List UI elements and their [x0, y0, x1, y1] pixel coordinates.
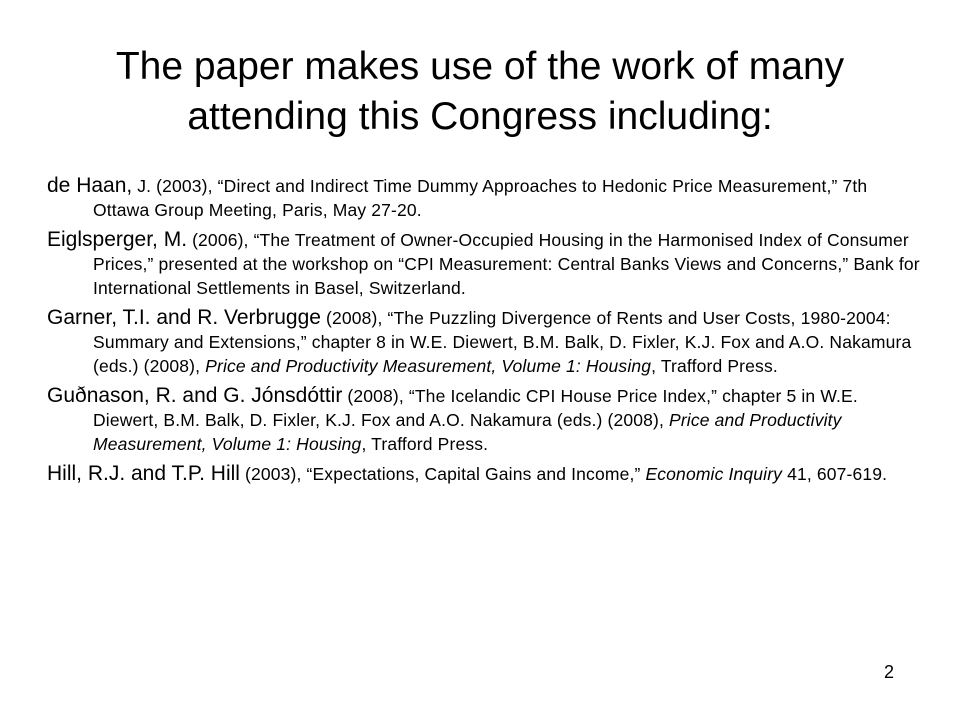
reference-tail: , Trafford Press.: [651, 356, 778, 376]
reference-item: [47, 228, 927, 300]
reference-item: [47, 462, 927, 486]
reference-item: [47, 306, 927, 378]
reference-italic: Price and Productivity Measurement, Volume 1: Housing: [93, 410, 842, 454]
reference-text: (2008), “The Icelandic CPI House Price Index,” chapter 5 in W.E. Diewert, B.M. Balk, D. Fixler, K.J. Fox and A.O. Nakamura (eds.) (2008),: [93, 386, 858, 430]
reference-text: (2006), “The Treatment of Owner-Occupied Housing in the Harmonised Index of Consumer Prices,” presented at the workshop on “CPI Measurement: Central Banks Views and Concerns,” Bank for International Settlements in Basel, Switzerland.: [93, 230, 920, 298]
reference-text: (2003), “Expectations, Capital Gains and Income,”: [239, 464, 646, 484]
slide-title: The paper makes use of the work of many attending this Congress including:: [115, 45, 845, 138]
reference-text: (2008), “The Puzzling Divergence of Rents and User Costs, 1980-2004: Summary and Extensions,” chapter 8 in W.E. Diewert, B.M. Balk, D. Fixler, K.J. Fox and A.O. Nakamura (eds.) (2008),: [93, 308, 912, 376]
page-number: 2: [883, 662, 894, 682]
reference-author: Eiglsperger, M.: [47, 228, 188, 251]
reference-author: Guðnason, R. and G. Jónsdóttir: [47, 384, 343, 407]
reference-list: [47, 174, 927, 492]
reference-item: [47, 384, 927, 456]
reference-item: [47, 174, 927, 222]
reference-tail: , Trafford Press.: [361, 434, 489, 454]
reference-tail: 41, 607-619.: [782, 464, 888, 484]
reference-italic: Price and Productivity Measurement, Volume 1: Housing: [205, 356, 652, 376]
reference-author: Hill, R.J. and T.P. Hill: [47, 462, 240, 485]
reference-author: Garner, T.I. and R. Verbrugge: [47, 306, 321, 329]
reference-text: J. (2003), “Direct and Indirect Time Dummy Approaches to Hedonic Price Measurement,” 7th Ottawa Group Meeting, Paris, May 27-20.: [93, 176, 868, 220]
reference-author: de Haan,: [47, 174, 133, 197]
reference-italic: Economic Inquiry: [645, 464, 783, 484]
